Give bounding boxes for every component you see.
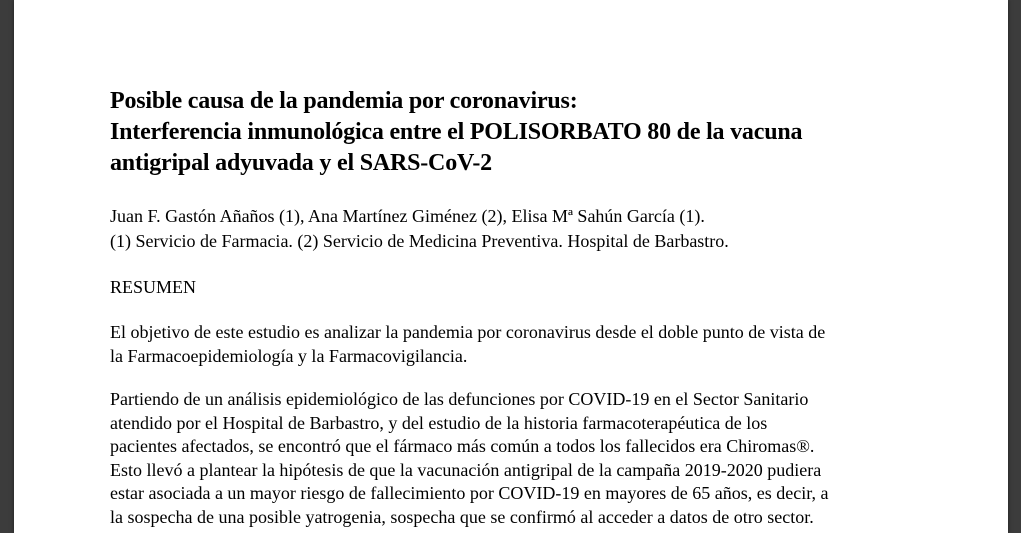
section-heading-resumen: RESUMEN [110, 277, 197, 297]
document-page[interactable] [14, 0, 1008, 533]
document-title [110, 86, 930, 179]
paragraph-line: estar asociada a un mayor riesgo de fallecimiento por COVID-19 en mayores de 65 años, es decir, a [110, 483, 829, 503]
paragraph-line: Esto llevó a plantear la hipótesis de que la vacunación antigripal de la campaña 2019-2020 pudiera [110, 459, 822, 480]
paragraph-line: atendido por el Hospital de Barbastro, y del estudio de la historia farmacoterapéutica de los [110, 412, 768, 433]
paragraph-line: la sospecha de una posible yatrogenia, sospecha que se confirmó al acceder a datos de otro sector. [110, 506, 814, 527]
page-content [110, 86, 930, 529]
title-line: Interferencia inmunológica entre el POLISORBATO 80 de la vacuna [110, 119, 803, 145]
abstract-paragraph-2 [110, 388, 930, 529]
authors-block [110, 204, 930, 254]
abstract-paragraph-1 [110, 321, 930, 368]
paragraph-line: El objetivo de este estudio es analizar la pandemia por coronavirus desde el doble punto de vista de [110, 322, 826, 342]
authors-line: Juan F. Gastón Añaños (1), Ana Martínez Giménez (2), Elisa Mª Sahún García (1). [110, 206, 705, 226]
paragraph-line: pacientes afectados, se encontró que el fármaco más común a todos los fallecidos era Chiromas®. [110, 436, 815, 456]
paragraph-line: la Farmacoepidemiología y la Farmacovigilancia. [110, 345, 468, 366]
affiliations-line: (1) Servicio de Farmacia. (2) Servicio de Medicina Preventiva. Hospital de Barbastro. [110, 231, 729, 251]
title-line: Posible causa de la pandemia por coronavirus: [110, 88, 578, 114]
title-line: antigripal adyuvada y el SARS-CoV-2 [110, 150, 492, 176]
paragraph-line: Partiendo de un análisis epidemiológico de las defunciones por COVID-19 en el Sector Sanitario [110, 389, 809, 409]
